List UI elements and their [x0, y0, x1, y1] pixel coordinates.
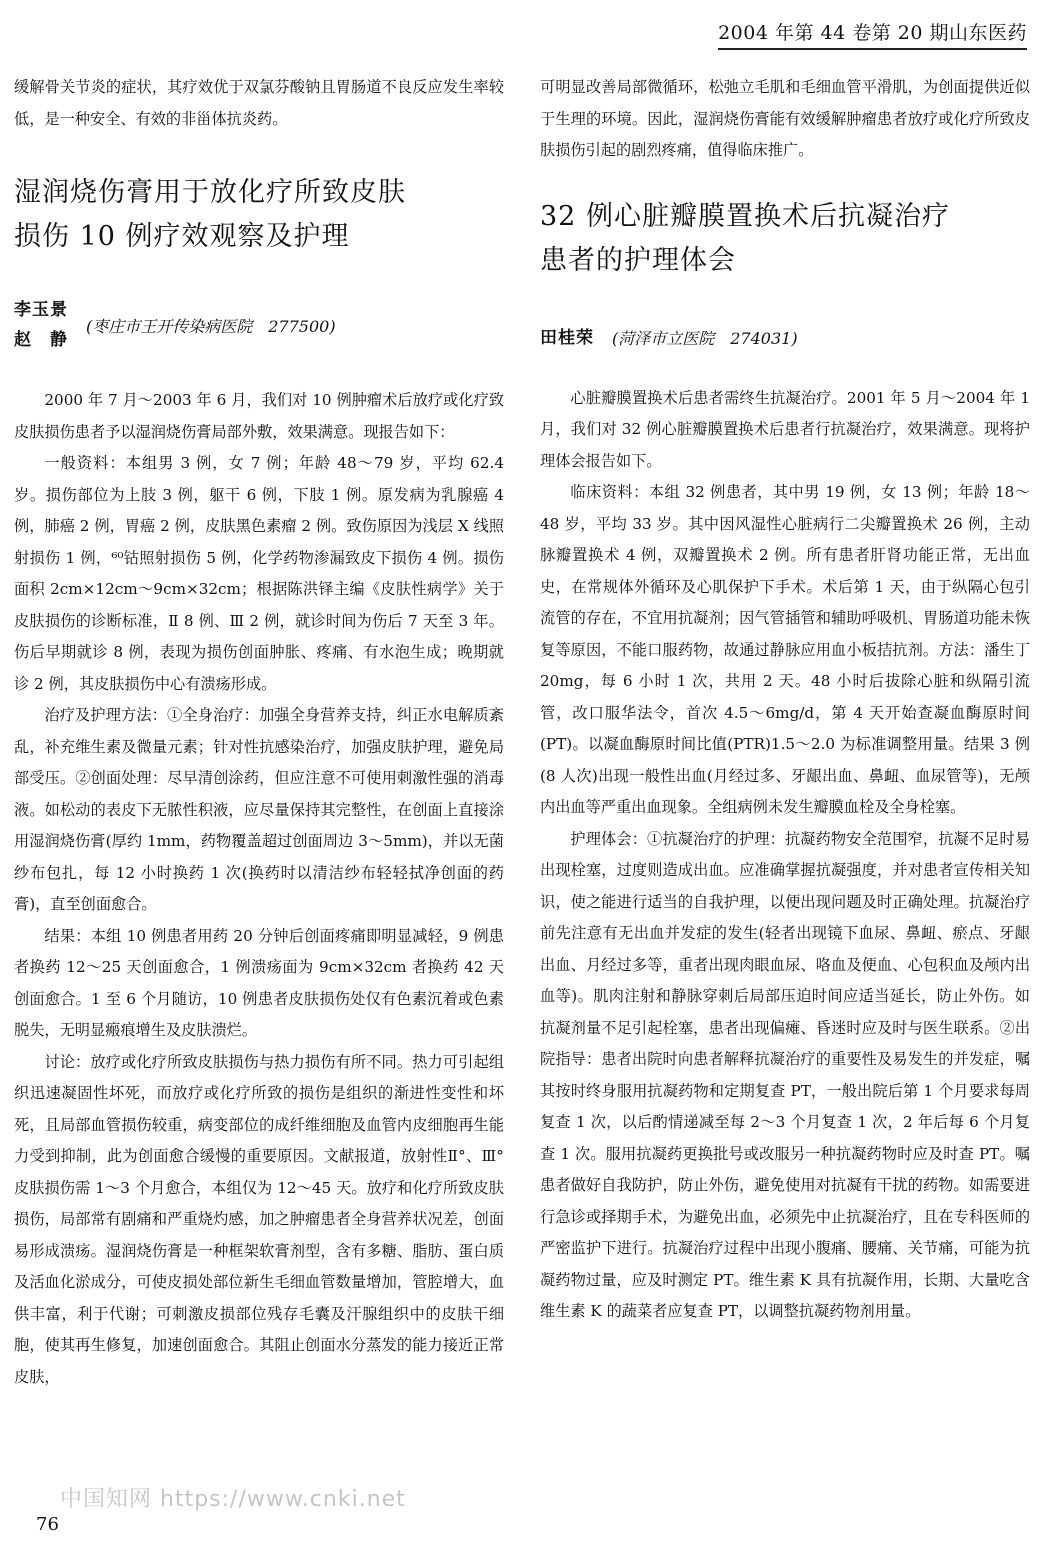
article1-author-names [14, 295, 68, 355]
article1-authors [14, 295, 504, 355]
right-column [540, 72, 1030, 1328]
right-continuation: 可明显改善局部微循环，松弛立毛肌和毛细血管平滑肌，为创面提供近似于生理的环境。因此，湿润烧伤膏能有效缓解肿瘤患者放疗或化疗所致皮肤损伤引起的剧烈疼痛，值得临床推广。 [540, 78, 1030, 159]
article2-title-line1: 32 例心脏瓣膜置换术后抗凝治疗 [540, 200, 950, 232]
article2-authors [540, 323, 1030, 353]
article2-paragraph: 心脏瓣膜置换术后患者需终生抗凝治疗。2001 年 5 月～2004 年 1 月，我们对 32 例心脏瓣膜置换术后患者行抗凝治疗，效果满意。现将护理体会报告如下。 [540, 388, 1030, 470]
intro-continuation: 缓解骨关节炎的症状，其疗效优于双氯芬酸钠且胃肠道不良反应发生率较低，是一种安全、有效的非甾体抗炎药。 [14, 78, 504, 128]
article1-paragraph: 结果：本组 10 例患者用药 20 分钟后创面疼痛即明显减轻，9 例患者换药 12～25 天创面愈合，1 例溃疡面为 9cm×32cm 者换药 42 天创面愈合。1 至 6 个月随访，10 例患者皮肤损伤处仅有色素沉着或色素脱失，无明显瘢痕增生及皮肤溃烂。 [14, 926, 504, 1039]
page-number: 76 [36, 1514, 59, 1535]
article1-paragraph: 2000 年 7 月～2003 年 6 月，我们对 10 例肿瘤术后放疗或化疗致皮肤损伤患者予以湿润烧伤膏局部外敷，效果满意。现报告如下： [14, 391, 504, 441]
article2-paragraph: 护理体会：①抗凝治疗的护理：抗凝药物安全范围窄，抗凝不足时易出现栓塞，过度则造成出血。应准确掌握抗凝强度，并对患者宣传相关知识，使之能进行适当的自我护理，以便出现问题及时正确处理。抗凝治疗前先注意有无出血并发症的发生(轻者出现镜下血尿、鼻衄、瘀点、牙龈出血、月经过多等，重者出现肉眼血尿、咯血及便血、心包积血及颅内出血等)。肌肉注射和静脉穿刺后局部压迫时间应适当延长，防止外伤。如抗凝剂量不足引起栓塞，患者出现偏瘫、昏迷时应及时与医生联系。②出院指导：患者出院时向患者解释抗凝治疗的重要性及易发生的并发症，嘱其按时终身服用抗凝药物和定期复查 PT，一般出院后第 1 个月要求每周复查 1 次，以后酌情递减至每 2～3 个月复查 1 次，2 年后每 6 个月复查 1 次。服用抗凝药更换批号或改服另一种抗凝药物时应及时查 PT。嘱患者做好自我防护，防止外伤，避免使用对抗凝有干扰的药物。如需要进行急诊或择期手术，为避免出血，必须先中止抗凝治疗，且在专科医师的严密监护下进行。抗凝治疗过程中出现小腹痛、腰痛、关节痛，可能为抗凝药物过量，应及时测定 PT。维生素 K 具有抗凝作用，长期、大量吃含维生素 K 的蔬菜者应复查 PT，以调整抗凝药物剂用量。 [540, 829, 1030, 1320]
article2-affiliation: (菏泽市立医院 274031) [612, 329, 798, 348]
article1-title-line2: 损伤 10 例疗效观察及护理 [14, 221, 350, 252]
article2-paragraph: 临床资料：本组 32 例患者，其中男 19 例，女 13 例；年龄 18～48 岁，平均 33 岁。其中因风湿性心脏病行二尖瓣置换术 26 例，主动脉瓣置换术 4 例，双瓣置换术 2 例。所有患者肝肾功能正常，无出血史，在常规体外循环及心肌保护下手术。术后第 1 天，由于纵隔心包引流管的存在，不宜用抗凝剂；因气管插管和辅助呼吸机、胃肠道功能未恢复等原因，不能口服药物，故通过静脉应用血小板拮抗剂。方法：潘生丁 20mg，每 6 小时 1 次，共用 2 天。48 小时后拔除心脏和纵隔引流管，改口服华法令，首次 4.5～6mg/d，第 4 天开始查凝血酶原时间(PT)。以凝血酶原时间比值(PTR)1.5～2.0 为标准调整用量。结果 3 例(8 人次)出现一般性出血(月经过多、牙龈出血、鼻衄、血尿管等)，无颅内出血等严重出血现象。全组病例未发生瓣膜血栓及全身栓塞。 [540, 483, 1030, 816]
left-column [14, 72, 504, 1393]
article1-paragraph: 讨论：放疗或化疗所致皮肤损伤与热力损伤有所不同。热力可引起组织迅速凝固性坏死，而放疗或化疗所致的损伤是组织的渐进性变性和坏死，且局部血管损伤较重，病变部位的成纤维细胞及血管内皮细胞再生能力受到抑制，此为创面愈合缓慢的重要原因。文献报道，放射性Ⅱ°、Ⅲ°皮肤损伤需 1～3 个月愈合，本组仅为 12～45 天。放疗和化疗所致皮肤损伤，局部常有剧痛和严重烧灼感，加之肿瘤患者全身营养状况差，创面易形成溃疡。湿润烧伤膏是一种框架软膏剂型，含有多糖、脂肪、蛋白质及活血化淤成分，可使皮损处部位新生毛细血管数量增加，管腔增大，血供丰富，利于代谢；可刺激皮损部位残存毛囊及汗腺组织中的皮肤干细胞，使其再生修复，加速创面愈合。其阻止创面水分蒸发的能力接近正常皮肤， [14, 1052, 504, 1386]
article2-author-name: 田桂荣 [540, 327, 594, 348]
article1-paragraph: 治疗及护理方法：①全身治疗：加强全身营养支持，纠正水电解质紊乱，补充维生素及微量元素；针对性抗感染治疗，加强皮肤护理，避免局部受压。②创面处理：尽早清创涂药，但应注意不可使用刺激性强的消毒液。如松动的表皮下无脓性积液，应尽量保持其完整性，在创面上直接涂用湿润烧伤膏(厚约 1mm，药物覆盖超过创面周边 3～5mm)，并以无菌纱布包扎，每 12 小时换药 1 次(换药时以清洁纱布轻轻拭净创面的药膏)，直至创面愈合。 [14, 706, 504, 913]
article2-title-line2: 患者的护理体会 [540, 244, 736, 276]
author-2: 赵 静 [14, 330, 68, 350]
cnki-watermark: 中国知网 https://www.cnki.net [60, 1487, 406, 1512]
article1-title-line1: 湿润烧伤膏用于放化疗所致皮肤 [14, 177, 406, 208]
article1-affiliation: (枣庄市王开传染病医院 277500) [86, 316, 336, 336]
article1-paragraph: 一般资料：本组男 3 例，女 7 例；年龄 48～79 岁，平均 62.4岁。损伤部位为上肢 3 例，躯干 6 例，下肢 1 例。原发病为乳腺癌 4 例，肺癌 2 例，胃癌 2 例，皮肤黑色素瘤 2 例。致伤原因为浅层 X 线照射损伤 1 例，⁶⁰钴照射损伤 5 例，化学药物渗漏致皮下损伤 4 例。损伤面积 2cm×12cm～9cm×32cm；根据陈洪铎主编《皮肤性病学》关于皮肤损伤的诊断标准，Ⅱ 8 例、Ⅲ 2 例，就诊时间为伤后 7 天至 3 年。伤后早期就诊 8 例，表现为损伤创面肿胀、疼痛、有水泡生成；晚期就诊 2 例，其皮肤损伤中心有溃疡形成。 [14, 454, 504, 693]
author-1: 李玉景 [14, 300, 68, 320]
journal-header: 2004 年第 44 卷第 20 期山东医药 [718, 18, 1027, 50]
